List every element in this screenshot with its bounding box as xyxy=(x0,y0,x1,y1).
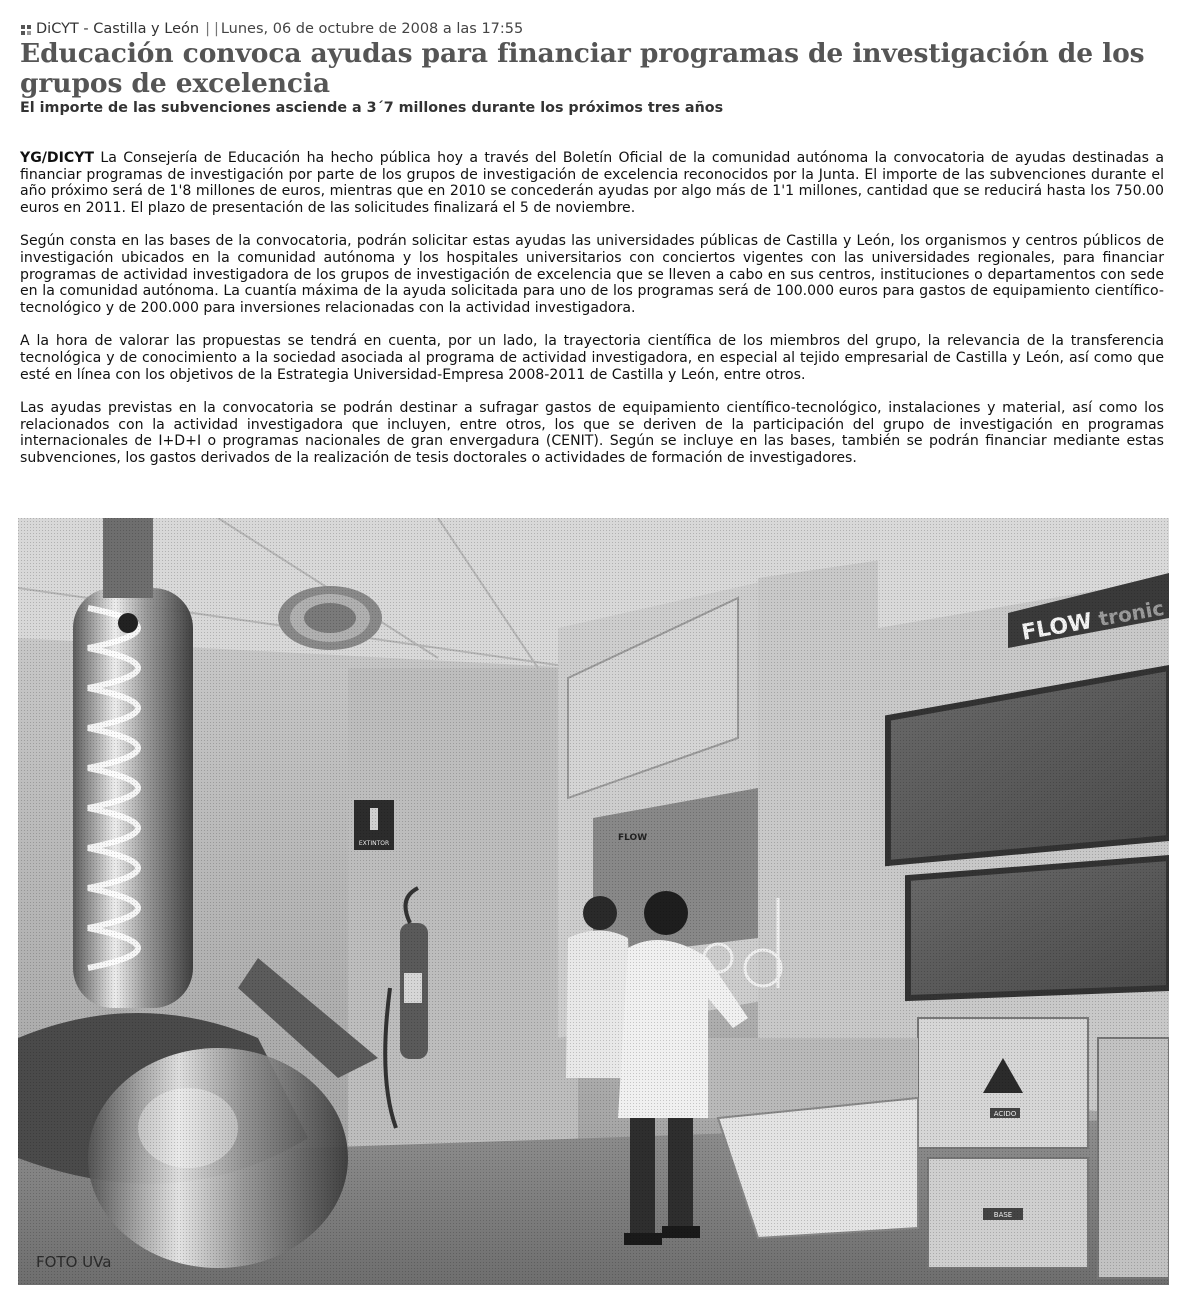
paragraph-2: Según consta en las bases de la convocatoria, podrán solicitar estas ayudas las universidades públicas de Castilla y León, los organismos y centros públicos de investigación ubicados en la comunidad autónoma y los hospitales universitarios con conciertos vigentes con las universidades regionales, para financiar programas de actividad investigadora de los grupos de investigación de excelencia que se lleven a cabo en sus centros, instituciones o departamentos con sede en la comunidad autónoma. La cuantía máxima de la ayuda solicitada para uno de los programas será de 100.000 euros para gastos de equipamiento científico-tecnológico y de 200.000 para inversiones relacionadas con la actividad investigadora. xyxy=(20,233,1164,316)
article-subheadline: El importe de las subvenciones asciende a 3´7 millones durante los próximos tres años xyxy=(20,100,724,116)
paragraph-3: A la hora de valorar las propuestas se tendrá en cuenta, por un lado, la trayectoria científica de los miembros del grupo, la relevancia de la transferencia tecnológica y de conocimiento a la sociedad asociada al programa de actividad investigadora, en especial al tejido empresarial de Castilla y León, así como que esté en línea con los objetivos de la Estrategia Universidad-Empresa 2008-2011 de Castilla y León, entre otros. xyxy=(20,333,1164,383)
byline: YG/DICYT xyxy=(20,150,95,166)
publish-date: Lunes, 06 de octubre de 2008 a las 17:55 xyxy=(220,21,524,37)
paragraph-1-text: La Consejería de Educación ha hecho pública hoy a través del Boletín Oficial de la comunidad autónoma la convocatoria de ayudas destinadas a financiar programas de investigación por parte de los grupos de investigación de excelencia reconocidos por la Junta. El importe de las subvenciones durante el año próximo será de 1'8 millones de euros, mientras que en 2010 se concederán ayudas por algo más de 1'1 millones, cantidad que se reducirá hasta los 750.00 euros en 2011. El plazo de presentación de las solicitudes finalizará el 5 de noviembre. xyxy=(20,150,1164,216)
article-headline: Educación convoca ayudas para financiar programas de investigación de los grupos de excelencia xyxy=(20,38,1145,99)
paragraph-1 xyxy=(20,150,1164,216)
source-link[interactable]: DiCYT - Castilla y León xyxy=(36,21,200,37)
article-photo xyxy=(18,518,1169,1285)
meta-separator: | xyxy=(205,21,210,37)
photo-credit: FOTO UVa xyxy=(36,1253,112,1271)
meta-separator-2: | xyxy=(213,21,219,37)
article-body xyxy=(20,150,1164,484)
lab-photo-illustration xyxy=(18,518,1169,1285)
paragraph-4: Las ayudas previstas en la convocatoria se podrán destinar a sufragar gastos de equipamiento científico-tecnológico, instalaciones y material, así como los relacionados con la actividad investigadora que incluyen, entre otros, los que se deriven de la participación del grupo de investigación en programas internacionales de I+D+I o programas nacionales de gran envergadura (CENIT). Según se incluye en las bases, también se podrán financiar mediante estas subvenciones, los gastos derivados de la realización de tesis doctorales o actividades de formación de investigadores. xyxy=(20,400,1164,466)
dicyt-logo-icon xyxy=(20,24,32,36)
article-meta xyxy=(20,21,523,37)
